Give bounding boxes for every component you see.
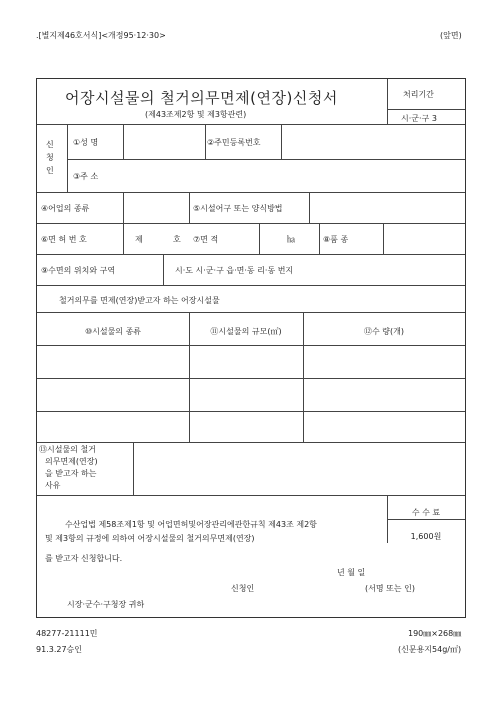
facility-size-header: ⑪시설물의 규모(㎥)	[210, 327, 282, 336]
fee-label: 수 수 료	[411, 508, 441, 517]
application-text-line3: 를 받고자 신청합니다.	[45, 554, 123, 563]
license-ho: 호	[173, 235, 181, 244]
form-code: 48277-21111민	[36, 629, 98, 638]
form-title: 어장시설물의 철거의무면제(연장)신청서	[65, 89, 338, 107]
location-label: ⑨수면의 위치와 구역	[41, 266, 116, 275]
date-line: 년 월 일	[337, 568, 366, 577]
rrn-label: ②주민등록번호	[207, 138, 261, 147]
approval-date: 91.3.27승인	[36, 645, 82, 654]
facilities-intro: 철거의무를 면제(연장)받고자 하는 어장시설물	[59, 296, 220, 305]
species-label: ⑧품 종	[323, 235, 349, 244]
rrn-field[interactable]	[285, 127, 461, 155]
facility-type-header: ⑩시설물의 종류	[84, 327, 142, 336]
license-je: 제	[135, 235, 143, 244]
name-field[interactable]	[127, 127, 201, 155]
fishery-type-label: ④어업의 종류	[41, 204, 90, 213]
paper-size: 190㎜×268㎜	[408, 629, 462, 638]
reason-field[interactable]	[137, 445, 461, 491]
name-label: ①성 명	[73, 138, 99, 147]
fishery-type-field[interactable]	[125, 195, 185, 220]
species-field[interactable]	[387, 226, 461, 251]
processing-period-value: 시·군·구 3	[401, 114, 437, 123]
addressee: 시장·군수·구청장 귀하	[67, 600, 145, 609]
address-field[interactable]	[127, 163, 461, 189]
application-form	[36, 78, 466, 618]
sign-or-seal: (서명 또는 인)	[365, 584, 415, 593]
application-text-line2: 및 제3항의 규정에 의하여 어장시설물의 철거의무면제(연장)	[45, 534, 255, 543]
paper-type: (신문용지54g/㎡)	[398, 645, 462, 654]
gear-label: ⑤시설어구 또는 양식방법	[193, 204, 283, 213]
processing-period-label: 처리기간	[403, 90, 434, 99]
applicant-sign-label: 신청인	[231, 584, 255, 593]
applicant-label: 신 청 인	[46, 140, 54, 175]
facility-quantity-header: ⑫수 량(개)	[364, 327, 404, 336]
address-label: ③주 소	[73, 172, 99, 181]
license-no-label: ⑥면 허 번 호	[41, 235, 87, 244]
application-text-line1: 수산업법 제58조제1항 및 어업면허및어장관리에관한규칙 제43조 제2항	[65, 520, 317, 529]
gear-field[interactable]	[313, 195, 461, 220]
form-subtitle: (제43조제2항 및 제3항관련)	[145, 110, 247, 119]
page-side-label: (앞면)	[440, 31, 462, 40]
area-unit: ㏊	[287, 235, 295, 244]
location-address: 시·도 시·군·구 읍·면·동 리·동 번지	[175, 266, 294, 275]
area-label: ⑦면 적	[193, 235, 219, 244]
form-number: .[별지제46호서식]<개정95·12·30>	[36, 31, 166, 40]
reason-label: ⑬시설물의 철거 의무면제(연장) 을 받고자 하는 사유	[39, 445, 98, 490]
fee-value: 1,600원	[410, 532, 442, 541]
